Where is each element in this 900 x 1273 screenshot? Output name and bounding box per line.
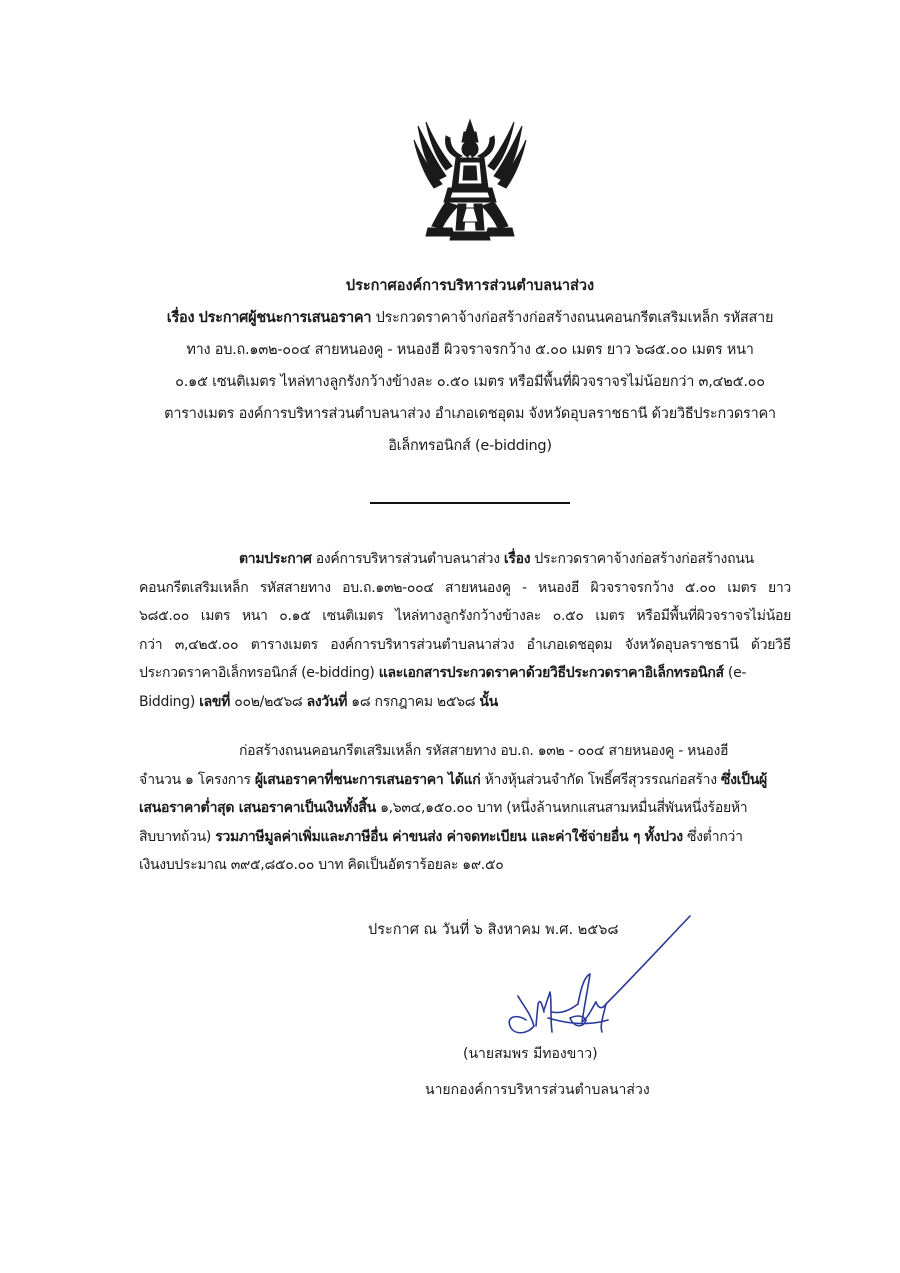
signer-title: นายกองค์การบริหารส่วนตำบลนาส่วง — [425, 1082, 650, 1098]
handwritten-signature-icon — [478, 908, 708, 1048]
p2-line-4 — [139, 823, 791, 852]
p1-line-5-end: (e- — [723, 665, 747, 681]
subject-block — [140, 302, 800, 462]
p2-line-2-a: จำนวน ๑ โครงการ — [139, 771, 255, 788]
p2-line-2-b: ห้างหุ้นส่วนจำกัด โพธิ์ศรีสุวรรณก่อสร้าง — [480, 771, 721, 788]
subject-line-3: ๐.๑๕ เซนติเมตร ไหล่ทางลูกรังกว้างข้างละ ๐.๕๐ เมตร หรือมีพื้นที่ผิวจราจรไม่น้อยกว่า ๓,๔๒๕.๐๐ — [175, 374, 765, 390]
p1-line-6-a: Bidding) — [139, 693, 200, 710]
p1-bold-2: เรื่อง — [503, 551, 531, 567]
p1-line-5-text: ประกวดราคาอิเล็กทรอนิกส์ (e-bidding) — [139, 665, 379, 681]
p2-line-3-text: ๑,๖๓๔,๑๕๐.๐๐ บาท (หนึ่งล้านหกแสนสามหมื่นสี่พันหนึ่งร้อยห้า — [375, 800, 748, 816]
p2-line-4-text: สิบบาทถ้วน) — [139, 828, 216, 845]
p1-line-4: กว่า ๓,๔๒๕.๐๐ ตารางเมตร องค์การบริหารส่วนตำบลนาส่วง อำเภอเดชอุดม จังหวัดอุบลราชธานี ด้วยวิธี — [139, 636, 791, 653]
p2-line-3 — [139, 794, 791, 823]
p2-line-2-bold-2: ซึ่งเป็นผู้ — [720, 771, 767, 788]
garuda-emblem-icon — [412, 118, 528, 243]
subject-line-5: อิเล็กทรอนิกส์ (e-bidding) — [388, 438, 552, 454]
subject-line-4: ตารางเมตร องค์การบริหารส่วนตำบลนาส่วง อำเภอเดชอุดม จังหวัดอุบลราชธานี ด้วยวิธีประกวดราคา — [164, 406, 776, 422]
p2-line-2 — [139, 766, 791, 795]
p1-line-5-bold: และเอกสารประกวดราคาด้วยวิธีประกวดราคาอิเล็กทรอนิกส์ — [378, 665, 724, 681]
p1-line-2: คอนกรีตเสริมเหล็ก รหัสสายทาง อบ.ถ.๑๓๒-๐๐๔ สายหนองคู - หนองฮี ผิวจราจรกว้าง ๕.๐๐ เมตร ยาว — [139, 579, 791, 596]
p1-bold-1: ตามประกาศ — [239, 551, 312, 567]
p2-line-3-bold: เสนอราคาต่ำสุด เสนอราคาเป็นเงินทั้งสิ้น — [139, 800, 376, 816]
p1-line-1 — [139, 545, 791, 574]
subject-text: ประกวดราคาจ้างก่อสร้างก่อสร้างถนนคอนกรีตเสริมเหล็ก รหัสสาย — [375, 310, 774, 326]
subject-line-1 — [140, 302, 800, 334]
p1-line-6-bold-2: ลงวันที่ — [306, 693, 348, 710]
p1-text-2: ประกวดราคาจ้างก่อสร้างก่อสร้างถนน — [530, 551, 754, 567]
p1-line-6-b: ๐๐๒/๒๕๖๘ — [230, 693, 307, 710]
announcement-title: ประกาศองค์การบริหารส่วนตำบลนาส่วง — [345, 278, 595, 294]
signer-name: (นายสมพร มีทองขาว) — [463, 1046, 598, 1062]
subject-label: เรื่อง — [166, 310, 195, 326]
p2-line-4-end: ซึ่งต่ำกว่า — [682, 828, 743, 845]
p2-line-4-bold: รวมภาษีมูลค่าเพิ่มและภาษีอื่น ค่าขนส่ง ค่าจดทะเบียน และค่าใช้จ่ายอื่น ๆ ทั้งปวง — [215, 828, 683, 845]
p2-line-1: ก่อสร้างถนนคอนกรีตเสริมเหล็ก รหัสสายทาง อบ.ถ. ๑๓๒ - ๐๐๔ สายหนองคู - หนองฮี — [239, 743, 729, 759]
p1-line-6 — [139, 688, 791, 717]
subject-bold-text: ประกาศผู้ชนะการเสนอราคา — [198, 310, 372, 326]
announcement-date: ประกาศ ณ วันที่ ๖ สิงหาคม พ.ศ. ๒๕๖๘ — [368, 922, 619, 938]
p1-line-6-bold-3: นั้น — [479, 693, 498, 710]
divider-line — [370, 502, 570, 504]
paragraph-2 — [139, 737, 791, 880]
p1-text-1: องค์การบริหารส่วนตำบลนาส่วง — [311, 551, 504, 567]
p2-line-5: เงินงบประมาณ ๓๙๕,๘๕๐.๐๐ บาท คิดเป็นอัตราร้อยละ ๑๙.๕๐ — [139, 857, 504, 873]
subject-line-2: ทาง อบ.ถ.๑๓๒-๐๐๔ สายหนองคู - หนองฮี ผิวจราจรกว้าง ๕.๐๐ เมตร ยาว ๖๘๕.๐๐ เมตร หนา — [186, 342, 754, 358]
paragraph-1 — [139, 545, 791, 716]
p1-line-5 — [139, 659, 791, 688]
p1-line-3: ๖๘๕.๐๐ เมตร หนา ๐.๑๕ เซนติเมตร ไหล่ทางลูกรังกว้างข้างละ ๐.๕๐ เมตร หรือมีพื้นที่ผิวจราจรไม่น้อย — [139, 608, 791, 624]
p1-line-6-bold-1: เลขที่ — [199, 693, 231, 710]
p1-line-6-c: ๑๘ กรกฎาคม ๒๕๖๘ — [347, 693, 480, 710]
p2-line-2-bold-1: ผู้เสนอราคาที่ชนะการเสนอราคา ได้แก่ — [254, 771, 481, 788]
